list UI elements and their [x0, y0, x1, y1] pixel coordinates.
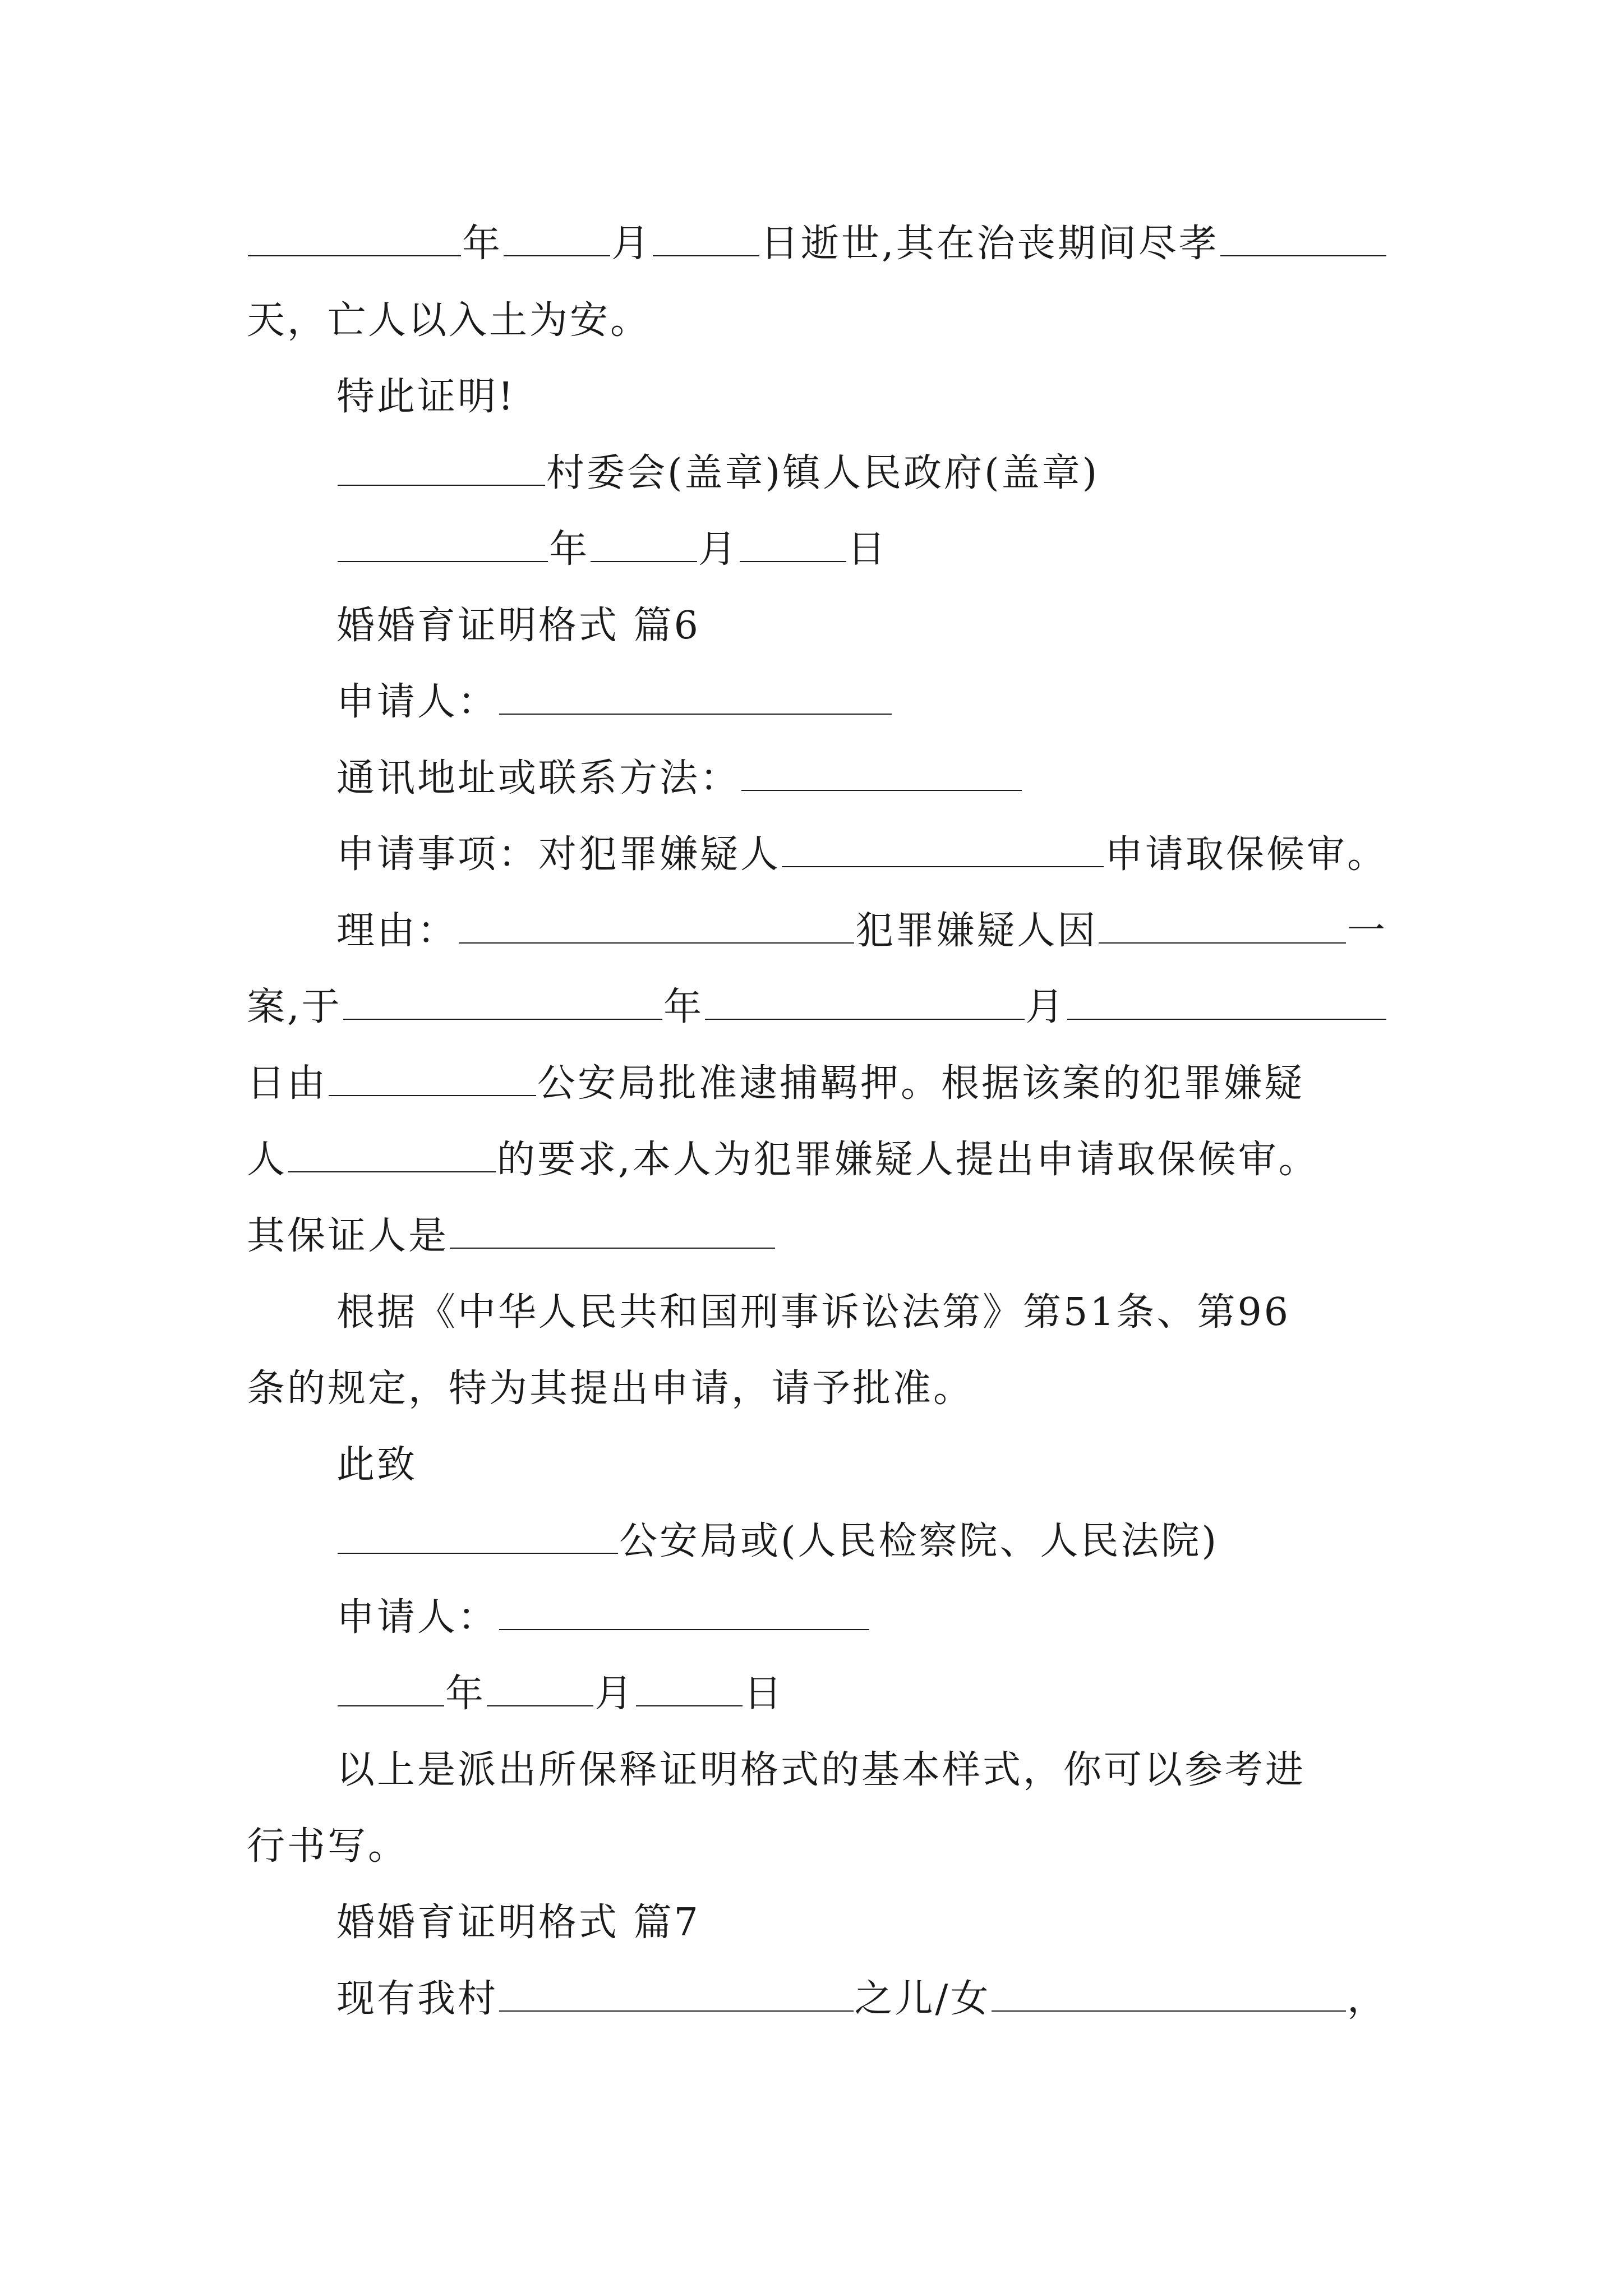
text-line-approval: [247, 1355, 1387, 1423]
blank-month: [487, 1666, 593, 1706]
text-year: 年: [445, 1672, 486, 1716]
blank-police: [329, 1056, 536, 1096]
text-request: 的要求,本人为犯罪嫌疑人提出申请取保候审。: [497, 1138, 1319, 1182]
blank-day: [636, 1666, 743, 1706]
text-line-burial: [247, 287, 1387, 355]
text-month: 月: [1025, 985, 1066, 1029]
text-burial: 天，亡人以入土为安。: [247, 298, 651, 343]
text-line-death-date: [247, 210, 1387, 278]
blank-parent: [499, 1971, 854, 2012]
text-one: 一: [1347, 909, 1387, 953]
blank-case: [1099, 903, 1346, 944]
text-arrest: 公安局批准逮捕羁押。根据该案的犯罪嫌疑: [537, 1061, 1305, 1106]
text-certify: 特此证明!: [336, 375, 516, 419]
text-year: 年: [663, 985, 704, 1029]
blank-suspect-name: [288, 1132, 496, 1172]
blank-day: [1067, 979, 1386, 1020]
text-suspect-because: 犯罪嫌疑人因: [855, 909, 1098, 953]
label-applicant: 申请人：: [336, 1595, 499, 1640]
label-guarantor: 其保证人是: [247, 1214, 449, 1258]
text-year: 年: [462, 222, 503, 266]
text-child: 之儿/女: [854, 1977, 991, 2021]
blank-day: [653, 216, 759, 256]
text-line-contact: [247, 745, 1387, 812]
text-seal: 村委会(盖章)镇人民政府(盖章): [546, 451, 1100, 495]
text-month: 月: [698, 527, 739, 572]
blank-day: [740, 522, 846, 562]
text-line-village: [247, 1966, 1387, 2033]
text-line-applicant-sign: [247, 1584, 1387, 1651]
text-line-law: [247, 1279, 1387, 1346]
text-day: 日: [744, 1672, 785, 1716]
text-bail: 申请取保候审。: [1104, 832, 1387, 877]
text-day-by: 日由: [247, 1061, 328, 1106]
text-line-summary-end: [247, 1813, 1387, 1880]
text-matter: 申请事项：对犯罪嫌疑人: [336, 832, 781, 877]
text-line-matter: [247, 821, 1387, 889]
blank-child-name: [992, 1971, 1346, 2012]
blank-suspect: [782, 827, 1104, 867]
blank-month: [705, 979, 1024, 1020]
blank-year: [248, 216, 461, 256]
label-applicant: 申请人：: [336, 680, 499, 724]
blank-applicant: [499, 674, 892, 715]
text-salutation: 此致: [336, 1443, 418, 1487]
blank-year: [343, 979, 662, 1020]
text-month: 月: [611, 222, 652, 266]
blank-days: [1220, 216, 1386, 256]
text-recipient: 公安局或(人民检察院、人民法院): [619, 1519, 1219, 1563]
text-line-arrest: [247, 1050, 1387, 1117]
blank-year: [338, 1666, 444, 1706]
blank-police-bureau: [338, 1513, 618, 1554]
text-line-reason: [247, 898, 1387, 965]
text-line-recipient: [247, 1508, 1387, 1575]
blank-guarantor: [450, 1208, 775, 1249]
text-person: 人: [247, 1138, 288, 1182]
text-line-guarantor: [247, 1203, 1387, 1270]
text-month: 月: [594, 1672, 635, 1716]
text-mourning: 日逝世,其在治丧期间尽孝: [760, 222, 1219, 266]
text-line-certify: [247, 364, 1387, 431]
blank-month: [504, 216, 610, 256]
label-reason: 理由：: [336, 909, 458, 953]
blank-year: [338, 522, 548, 562]
text-day: 日: [847, 527, 888, 572]
text-comma: ，: [1347, 1977, 1388, 2021]
text-approval: 条的规定，特为其提出申请，请予批准。: [247, 1366, 974, 1411]
heading-text: 婚婚育证明格式 篇7: [336, 1901, 700, 1945]
blank-reason: [459, 903, 854, 944]
text-village: 现有我村: [336, 1977, 499, 2021]
blank-applicant-sign: [499, 1590, 869, 1630]
text-law: 根据《中华人民共和国刑事诉讼法第》第51条、第96: [336, 1290, 1291, 1335]
text-case-on: 案,于: [247, 985, 342, 1029]
text-line-seal: [247, 440, 1387, 507]
text-summary: 以上是派出所保释证明格式的基本样式，你可以参考进: [336, 1748, 1306, 1792]
blank-month: [591, 522, 697, 562]
text-line-applicant: [247, 669, 1387, 736]
text-line-summary: [247, 1737, 1387, 1804]
text-line-request: [247, 1126, 1387, 1194]
text-year: 年: [549, 527, 590, 572]
text-summary-end: 行书写。: [247, 1824, 409, 1869]
text-line-date-2: [247, 1660, 1387, 1728]
heading-text: 婚婚育证明格式 篇6: [336, 604, 700, 648]
text-line-date-1: [247, 516, 1387, 583]
blank-contact: [741, 751, 1022, 791]
section-heading-7: [247, 1889, 1387, 1957]
section-heading-6: [247, 592, 1387, 660]
text-line-case-date: [247, 974, 1387, 1041]
blank-village: [338, 445, 545, 486]
label-contact: 通讯地址或联系方法：: [336, 756, 741, 800]
text-line-salutation: [247, 1432, 1387, 1499]
